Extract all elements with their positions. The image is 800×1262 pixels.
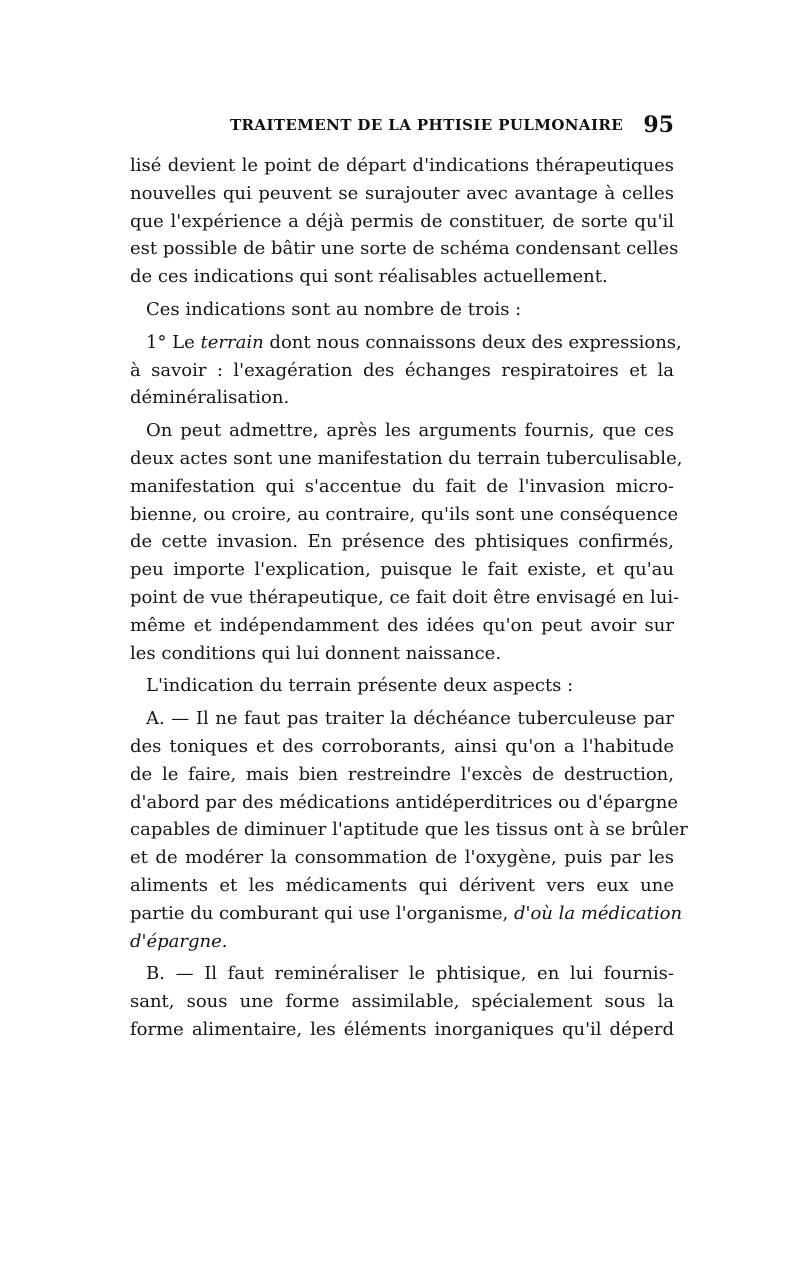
paragraph bbox=[130, 296, 674, 324]
body-text bbox=[130, 152, 688, 1044]
text-line: nouvelles qui peuvent se surajouter avec avantage à celles bbox=[130, 182, 674, 204]
text-line: point de vue thérapeutique, ce fait doit être envisagé en lui- bbox=[130, 586, 680, 608]
text-line: 1° Le terrain dont nous connaissons deux des expressions, bbox=[146, 331, 682, 353]
text-line: de le faire, mais bien restreindre l'excès de destruction, bbox=[130, 763, 674, 785]
text-line: de cette invasion. En présence des phtisiques confirmés, bbox=[130, 531, 674, 553]
text-line: déminéralisation. bbox=[130, 387, 290, 409]
text-line: forme alimentaire, les éléments inorganiques qu'il déperd bbox=[130, 1018, 674, 1040]
text-line: lisé devient le point de départ d'indications thérapeutiques bbox=[130, 155, 674, 176]
text-line: sant, sous une forme assimilable, spécialement sous la bbox=[130, 991, 674, 1013]
text-line: les conditions qui lui donnent naissance. bbox=[130, 642, 502, 664]
paragraph bbox=[130, 960, 674, 1043]
text-line: manifestation qui s'accentue du fait de l'invasion micro- bbox=[130, 475, 674, 497]
paragraph bbox=[130, 705, 688, 955]
text-line: bienne, ou croire, au contraire, qu'ils sont une conséquence bbox=[130, 503, 679, 525]
text-line: capables de diminuer l'aptitude que les tissus ont à se brûler bbox=[130, 819, 688, 841]
page-number: 95 bbox=[643, 112, 674, 138]
text-line: peu importe l'explication, puisque le fait existe, et qu'au bbox=[130, 559, 674, 581]
running-title: TRAITEMENT DE LA PHTISIE PULMONAIRE bbox=[230, 116, 624, 134]
paragraph bbox=[130, 329, 682, 412]
text-line: que l'expérience a déjà permis de constituer, de sorte qu'il bbox=[130, 210, 674, 232]
paragraph bbox=[130, 672, 674, 700]
text-line: aliments et les médicaments qui dérivent vers eux une bbox=[130, 874, 674, 896]
text-line: des toniques et des corroborants, ainsi qu'on a l'habitude bbox=[130, 735, 674, 757]
text-line: à savoir : l'exagération des échanges respiratoires et la bbox=[130, 359, 674, 381]
page-header bbox=[130, 112, 674, 142]
paragraph bbox=[130, 152, 679, 291]
text-line: est possible de bâtir une sorte de schéma condensant celles bbox=[130, 238, 679, 260]
text-line: B. — Il faut reminéraliser le phtisique, en lui fournis- bbox=[146, 963, 674, 985]
text-line: et de modérer la consommation de l'oxygène, puis par les bbox=[130, 847, 674, 869]
text-line: L'indication du terrain présente deux aspects : bbox=[146, 675, 574, 697]
text-line: Ces indications sont au nombre de trois : bbox=[146, 298, 522, 320]
text-line: A. — Il ne faut pas traiter la déchéance tuberculeuse par bbox=[146, 708, 674, 730]
text-line: On peut admettre, après les arguments fournis, que ces bbox=[146, 420, 674, 442]
paragraph bbox=[130, 417, 683, 667]
text-line: même et indépendamment des idées qu'on peut avoir sur bbox=[130, 614, 674, 636]
text-line: partie du comburant qui use l'organisme, d'où la médication bbox=[130, 902, 683, 924]
text-line: d'épargne. bbox=[130, 930, 228, 952]
text-line: d'abord par des médications antidéperditrices ou d'épargne bbox=[130, 791, 679, 813]
text-line: de ces indications qui sont réalisables actuellement. bbox=[130, 266, 608, 288]
text-line: deux actes sont une manifestation du terrain tuberculisable, bbox=[130, 447, 683, 469]
